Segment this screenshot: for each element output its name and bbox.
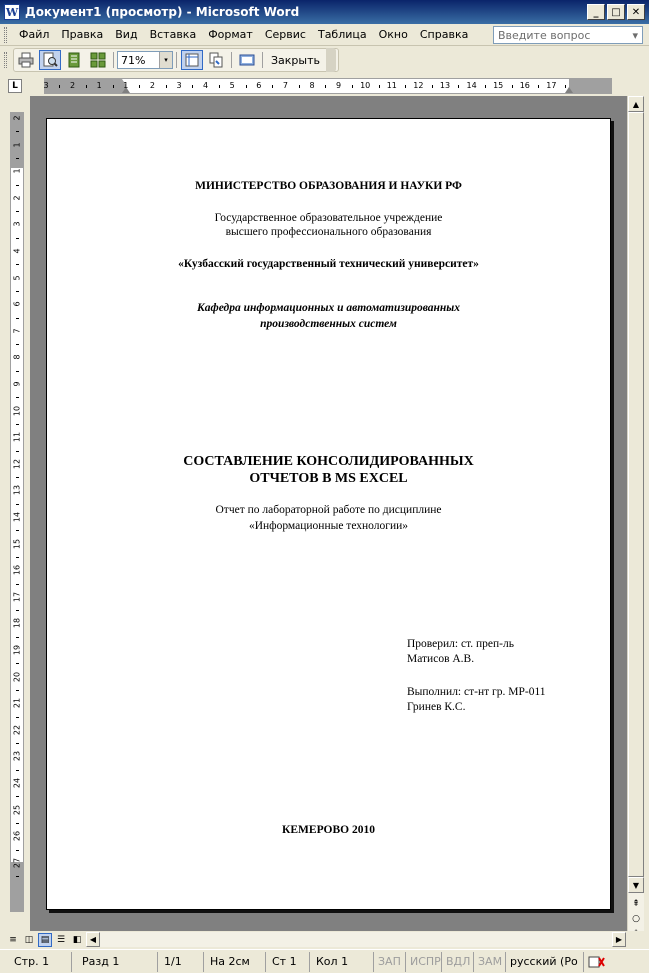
ruler-number: 21 (12, 698, 22, 709)
minimize-button[interactable]: _ (587, 4, 605, 20)
menu-view[interactable]: Вид (115, 28, 138, 41)
ruler-number: 2 (70, 81, 76, 90)
bottom-margin-area[interactable] (11, 862, 23, 912)
one-page-icon (66, 52, 82, 68)
ruler-number: 9 (12, 381, 22, 387)
status-overtype[interactable]: ЗАМ (474, 952, 506, 972)
menu-insert[interactable]: Вставка (149, 28, 197, 41)
ruler-number: 5 (12, 275, 22, 281)
ruler-number: 4 (12, 248, 22, 254)
done-by-name: Гринев К.С. (407, 701, 466, 713)
city-year: КЕМЕРОВО 2010 (282, 824, 375, 836)
help-question-input[interactable] (493, 26, 643, 44)
web-layout-icon[interactable]: ◫ (24, 934, 34, 945)
ruler-number: 6 (256, 81, 262, 90)
reading-layout-icon[interactable]: ◧ (72, 934, 82, 945)
report-title-line-2: ОТЧЕТОВ В MS EXCEL (249, 471, 408, 486)
outline-view-icon[interactable]: ☰ (56, 934, 66, 945)
ruler-tick (325, 85, 326, 88)
menu-help[interactable]: Справка (419, 28, 469, 41)
ruler-number: 3 (43, 81, 49, 90)
vertical-scrollbar[interactable] (627, 96, 644, 931)
toolbar-separator (231, 52, 232, 68)
ruler-tick (16, 291, 19, 292)
ruler-number: 26 (12, 831, 22, 842)
ruler-tick (16, 185, 19, 186)
previous-page-icon[interactable]: ⇞ (632, 899, 640, 909)
ruler-number: 16 (519, 81, 530, 90)
toolbar-separator (176, 52, 177, 68)
ruler-tick (352, 85, 353, 88)
ruler-number: 5 (229, 81, 235, 90)
vertical-ruler[interactable] (10, 112, 24, 912)
ruler-number: 2 (12, 195, 22, 201)
status-language[interactable]: русский (Ро (506, 952, 584, 972)
ruler-number: 8 (12, 354, 22, 360)
right-margin-area[interactable] (569, 79, 612, 93)
ruler-tick (16, 743, 19, 744)
ruler-number: 11 (386, 81, 397, 90)
ruler-tick (272, 85, 273, 88)
ruler-tick (16, 690, 19, 691)
ruler-number: 3 (176, 81, 182, 90)
scroll-up-button[interactable]: ▲ (628, 96, 644, 112)
multiple-pages-button[interactable] (87, 50, 109, 70)
preview-workspace (30, 96, 627, 931)
ruler-tick (379, 85, 380, 88)
menu-bar (0, 24, 649, 46)
ruler-tick (219, 85, 220, 88)
status-pages: 1/1 (158, 952, 204, 972)
menu-edit[interactable]: Правка (61, 28, 104, 41)
ruler-number: 7 (12, 328, 22, 334)
status-column: Кол 1 (310, 952, 374, 972)
ruler-tick (16, 131, 19, 132)
view-ruler-button[interactable] (181, 50, 203, 70)
ruler-tick (16, 158, 19, 159)
ruler-tick (16, 557, 19, 558)
ruler-number: 18 (12, 618, 22, 629)
ruler-number: 13 (439, 81, 451, 90)
ruler-tick (458, 85, 459, 88)
ruler-number: 8 (309, 81, 315, 90)
department-line-1: Кафедра информационных и автоматизированных (196, 302, 461, 314)
shrink-to-fit-icon (208, 52, 224, 68)
scroll-left-button[interactable]: ◀ (86, 932, 100, 947)
ruler-tick (246, 85, 247, 88)
select-browse-object-icon[interactable]: ○ (632, 914, 640, 924)
zoom-select[interactable] (117, 51, 173, 69)
ruler-number: 23 (12, 751, 22, 762)
magnifier-button[interactable] (39, 50, 61, 70)
ruler-tick (16, 344, 19, 345)
menu-grip[interactable] (4, 27, 7, 43)
status-bar (0, 949, 649, 973)
status-track-changes[interactable]: ИСПР (406, 952, 442, 972)
ruler-tick (59, 85, 60, 88)
ruler-tick (299, 85, 300, 88)
print-button[interactable] (15, 50, 37, 70)
menu-table[interactable]: Таблица (317, 28, 367, 41)
toolbar-grip[interactable] (4, 52, 7, 68)
right-indent-marker[interactable] (565, 87, 573, 93)
status-line: Ст 1 (266, 952, 310, 972)
ruler-number: 6 (12, 301, 22, 307)
ruler-tick (16, 451, 19, 452)
status-page: Стр. 1 (0, 952, 72, 972)
book-check-icon (588, 955, 606, 969)
close-window-button[interactable]: ✕ (627, 4, 645, 20)
shrink-to-fit-button[interactable] (205, 50, 227, 70)
ruler-number: 19 (12, 644, 22, 656)
normal-view-icon[interactable]: ≡ (9, 934, 17, 945)
ruler-number: 16 (12, 565, 22, 576)
ruler-tick (16, 770, 19, 771)
ruler-number: 12 (12, 458, 22, 469)
ruler-number: 10 (360, 81, 371, 90)
institution-line-1: Государственное образовательное учреждение (214, 212, 443, 224)
vertical-scroll-thumb[interactable] (628, 112, 644, 877)
toolbar-separator (262, 52, 263, 68)
ruler-tick (16, 717, 19, 718)
ruler-number: 24 (12, 777, 22, 789)
ruler-number: 2 (149, 81, 155, 90)
ruler-icon (184, 52, 200, 68)
scroll-right-button[interactable]: ▶ (612, 932, 626, 947)
ruler-number: 1 (12, 168, 22, 174)
menu-format[interactable]: Формат (208, 28, 253, 41)
status-section: Разд 1 (72, 952, 158, 972)
ruler-tick (485, 85, 486, 88)
ruler-number: 4 (203, 81, 209, 90)
ministry-heading: МИНИСТЕРСТВО ОБРАЗОВАНИЯ И НАУКИ РФ (195, 180, 462, 192)
report-subtitle-line-2: «Информационные технологии» (248, 520, 409, 532)
spelling-status-icon[interactable] (584, 952, 614, 972)
university-name: «Кузбасский государственный технический университет» (178, 258, 479, 270)
one-page-button[interactable] (63, 50, 85, 70)
ruler-tick (16, 264, 19, 265)
full-screen-button[interactable] (236, 50, 258, 70)
ruler-tick (16, 850, 19, 851)
ruler-number: 1 (123, 81, 129, 90)
maximize-button[interactable]: □ (607, 4, 625, 20)
ruler-tick (565, 85, 566, 88)
checked-by-label: Проверил: ст. преп-ль (407, 638, 514, 650)
ruler-tick (16, 823, 19, 824)
ruler-number: 10 (12, 405, 22, 416)
print-preview-toolbar (0, 47, 649, 73)
ruler-tick (405, 85, 406, 88)
toolbar-options-icon[interactable] (326, 48, 336, 72)
printer-icon (18, 52, 34, 68)
multiple-pages-icon (90, 52, 106, 68)
ruler-tick (16, 530, 19, 531)
ruler-number: 9 (336, 81, 342, 90)
checked-by-name: Матисов А.В. (407, 653, 475, 665)
ruler-number: 17 (12, 591, 22, 602)
ruler-tick (16, 397, 19, 398)
ruler-tick (16, 371, 19, 372)
status-at: На 2см (204, 952, 266, 972)
horizontal-ruler[interactable] (44, 78, 612, 94)
full-screen-icon (239, 52, 255, 68)
word-app-icon[interactable]: W (5, 5, 19, 19)
ruler-number: 20 (12, 671, 22, 682)
ruler-tick (512, 85, 513, 88)
horizontal-scroll-track[interactable] (100, 932, 612, 947)
ruler-tick (16, 424, 19, 425)
ruler-number: 7 (282, 81, 288, 90)
ruler-number: 25 (12, 804, 22, 815)
horizontal-scrollbar-area (0, 931, 649, 948)
magnifier-icon (42, 52, 58, 68)
ruler-tick (432, 85, 433, 88)
report-title-line-1: СОСТАВЛЕНИЕ КОНСОЛИДИРОВАННЫХ (183, 454, 474, 469)
status-record-macro[interactable]: ЗАП (374, 952, 406, 972)
ruler-tick (113, 85, 114, 88)
ruler-number: 22 (12, 724, 22, 735)
document-page[interactable] (46, 118, 611, 910)
title-bar (0, 0, 649, 24)
ruler-tick (192, 85, 193, 88)
report-subtitle-line-1: Отчет по лабораторной работе по дисциплине (215, 504, 442, 516)
ruler-number: 12 (413, 81, 424, 90)
window-title: Документ1 (просмотр) - Microsoft Word (25, 5, 300, 19)
ruler-tick (16, 637, 19, 638)
ruler-number: 15 (493, 81, 504, 90)
menu-file[interactable]: Файл (19, 28, 50, 41)
zoom-value: 71% (121, 53, 146, 67)
zoom-dropdown-icon[interactable]: ▾ (159, 52, 172, 68)
print-layout-icon[interactable]: ▤ (38, 933, 52, 947)
ruler-tick (16, 610, 19, 611)
ruler-tick (16, 477, 19, 478)
toolbar-separator (113, 52, 114, 68)
ruler-tick (16, 238, 19, 239)
ruler-number: 2 (12, 115, 22, 121)
ruler-tick (16, 318, 19, 319)
close-preview-button[interactable]: Закрыть (271, 53, 320, 67)
ruler-number: 1 (12, 142, 22, 148)
menu-window[interactable]: Окно (378, 28, 408, 41)
help-dropdown-icon[interactable]: ▾ (632, 28, 638, 42)
help-placeholder: Введите вопрос (498, 28, 591, 42)
scroll-down-button[interactable]: ▼ (628, 877, 644, 893)
ruler-number: 27 (12, 857, 22, 868)
status-extend-selection[interactable]: ВДЛ (442, 952, 474, 972)
menu-tools[interactable]: Сервис (264, 28, 306, 41)
ruler-number: 14 (466, 81, 477, 90)
ruler-number: 15 (12, 538, 22, 549)
ruler-number: 17 (546, 81, 557, 90)
ruler-tick (538, 85, 539, 88)
ruler-number: 14 (12, 511, 22, 523)
ruler-number: 3 (12, 221, 22, 227)
department-line-2: производственных систем (260, 318, 397, 330)
ruler-number: 1 (96, 81, 102, 90)
ruler-tick (16, 504, 19, 505)
ruler-tick (16, 796, 19, 797)
ruler-number: 13 (12, 485, 22, 496)
ruler-tick (166, 85, 167, 88)
institution-line-2: высшего профессионального образования (225, 226, 432, 238)
done-by-label: Выполнил: ст-нт гр. МР-011 (407, 686, 546, 698)
ruler-tick (16, 663, 19, 664)
ruler-tick (16, 876, 19, 877)
ruler-tick (139, 85, 140, 88)
ruler-tick (16, 211, 19, 212)
tab-selector[interactable]: L (8, 79, 22, 93)
ruler-number: 11 (12, 432, 22, 443)
ruler-tick (86, 85, 87, 88)
ruler-tick (16, 584, 19, 585)
